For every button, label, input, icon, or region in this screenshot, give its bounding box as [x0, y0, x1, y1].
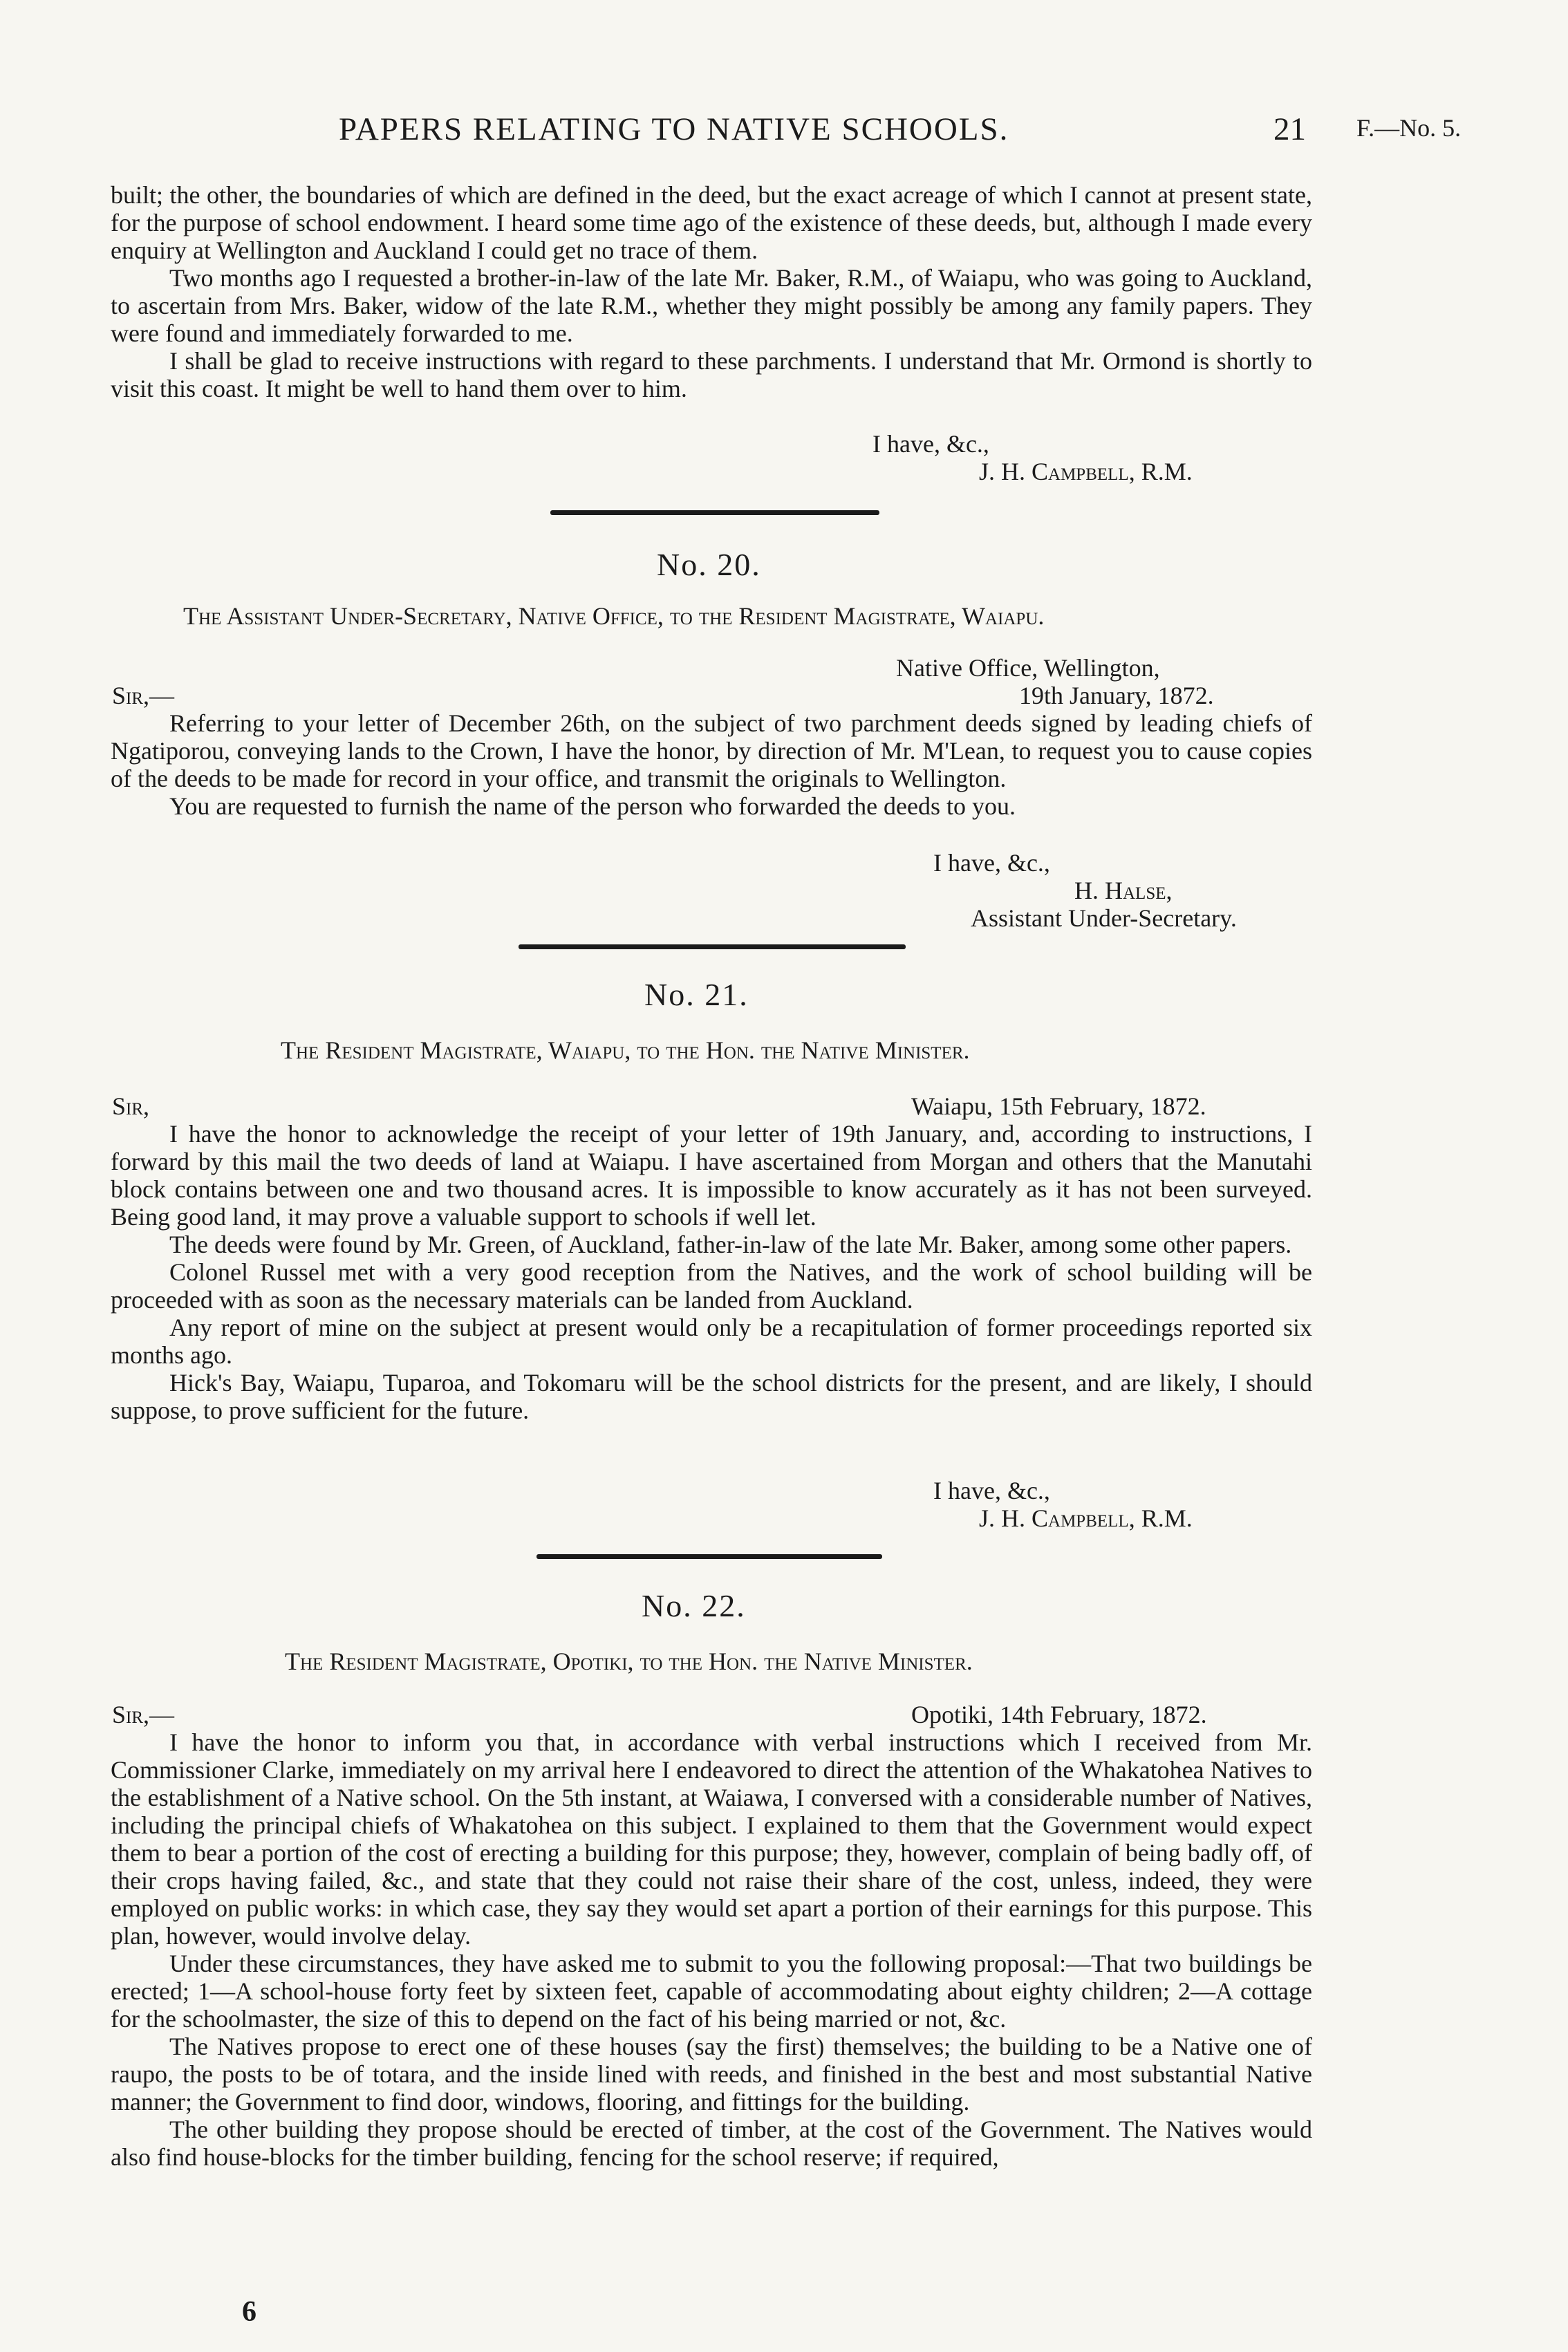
document-number: No. 20.	[657, 547, 761, 582]
paragraph: The deeds were found by Mr. Green, of Auckland, father-in-law of the late Mr. Baker, among some other papers.	[169, 1231, 1292, 1258]
continued-letter-body	[111, 181, 1312, 402]
letter-body	[111, 1728, 1312, 2171]
paragraph: built; the other, the boundaries of which are defined in the deed, but the exact acreage of which I cannot at present state, for the purpose of school endowment. I heard some time ago of the existence of these deeds, but, although I made every enquiry at Wellington and Auckland I could get no trace of them.	[111, 181, 1312, 264]
letter-body	[111, 709, 1312, 820]
section-divider	[536, 1554, 882, 1559]
paragraph: I shall be glad to receive instructions with regard to these parchments. I understand that Mr. Ormond is shortly to visit this coast. It might be well to hand them over to him.	[111, 347, 1312, 402]
signatory-title: Assistant Under-Secretary.	[971, 904, 1237, 932]
page-number: 21	[1273, 111, 1306, 147]
section-divider	[519, 944, 906, 949]
printer-signature-mark: 6	[242, 2296, 256, 2328]
paragraph: The other building they propose should be erected of timber, at the cost of the Government. The Natives would also find house-blocks for the timber building, fencing for the school reserve; if required,	[111, 2116, 1312, 2171]
closing: I have, &c.,	[872, 430, 989, 458]
paragraph: Two months ago I requested a brother-in-law of the late Mr. Baker, R.M., of Waiapu, who was going to Auckland, to ascertain from Mrs. Baker, widow of the late R.M., whether they might possibly be among any family papers. They were found and immediately forwarded to me.	[111, 264, 1312, 347]
salutation: Sir,—	[112, 1701, 175, 1728]
signature: J. H. Campbell, R.M.	[979, 1504, 1193, 1532]
paragraph: Any report of mine on the subject at present would only be a recapitulation of former proceedings reported six months ago.	[111, 1314, 1312, 1369]
page-header	[0, 111, 1568, 152]
signature: J. H. Campbell, R.M.	[979, 458, 1193, 485]
document-number: No. 22.	[642, 1588, 746, 1623]
letter-body	[111, 1120, 1312, 1424]
paragraph: Hick's Bay, Waiapu, Tuparoa, and Tokomaru will be the school districts for the present, and are likely, I should suppose, to prove sufficient for the future.	[111, 1369, 1312, 1424]
salutation: Sir,—	[112, 682, 175, 709]
paragraph: The Natives propose to erect one of these houses (say the first) themselves; the building to be a Native one of raupo, the posts to be of totara, and the inside lined with reeds, and finished in the best and most substantial Native manner; the Government to find door, windows, flooring, and fittings for the building.	[111, 2033, 1312, 2116]
paragraph: Referring to your letter of December 26th, on the subject of two parchment deeds signed by leading chiefs of Ngatiporou, conveying lands to the Crown, I have the honor, by direction of Mr. M'Lean, to request you to cause copies of the deeds to be made for record in your office, and transmit the originals to Wellington.	[111, 709, 1312, 792]
letter-heading: The Resident Magistrate, Waiapu, to the Hon. the Native Minister.	[281, 1036, 970, 1064]
paragraph: Under these circumstances, they have asked me to submit to you the following proposal:—That two buildings be erected; 1—A school-house forty feet by sixteen feet, capable of accommodating about eighty children; 2—A cottage for the schoolmaster, the size of this to depend on the fact of his being married or not, &c.	[111, 1950, 1312, 2033]
closing: I have, &c.,	[933, 1477, 1050, 1504]
section-divider	[550, 510, 879, 515]
closing: I have, &c.,	[933, 849, 1050, 877]
document-number: No. 21.	[644, 977, 749, 1012]
letter-place-date: Opotiki, 14th February, 1872.	[911, 1701, 1207, 1728]
letter-heading: The Assistant Under-Secretary, Native Office, to the Resident Magistrate, Waiapu.	[183, 602, 1045, 630]
paragraph: I have the honor to acknowledge the receipt of your letter of 19th January, and, according to instructions, I forward by this mail the two deeds of land at Waiapu. I have ascertained from Morgan and others that the Manutahi block contains between one and two thousand acres. It is impossible to know accurately as it has not been surveyed. Being good land, it may prove a valuable support to schools if well let.	[111, 1120, 1312, 1231]
series-mark: F.—No. 5.	[1356, 114, 1462, 142]
letter-place-date: Waiapu, 15th February, 1872.	[911, 1092, 1206, 1120]
paragraph: Colonel Russel met with a very good reception from the Natives, and the work of school building will be proceeded with as soon as the necessary materials can be landed from Auckland.	[111, 1258, 1312, 1314]
letter-place: Native Office, Wellington,	[896, 654, 1160, 682]
running-title: PAPERS RELATING TO NATIVE SCHOOLS.	[339, 111, 1009, 147]
salutation: Sir,	[112, 1092, 150, 1120]
paragraph: You are requested to furnish the name of the person who forwarded the deeds to you.	[169, 792, 1016, 820]
letter-date: 19th January, 1872.	[1019, 682, 1214, 709]
letter-heading: The Resident Magistrate, Opotiki, to the Hon. the Native Minister.	[285, 1648, 973, 1675]
paragraph: I have the honor to inform you that, in accordance with verbal instructions which I received from Mr. Commissioner Clarke, immediately on my arrival here I endeavored to direct the attention of the Whakatohea Natives to the establishment of a Native school. On the 5th instant, at Waiawa, I conversed with a considerable number of Natives, including the principal chiefs of Whakatohea on this subject. I explained to them that the Government would expect them to bear a portion of the cost of erecting a building for this purpose; they, however, complain of being badly off, of their crops having failed, &c., and state that they could not raise their share of the cost, unless, indeed, they were employed on public works: in which case, they say they would set apart a portion of their earnings for this purpose. This plan, however, would involve delay.	[111, 1728, 1312, 1950]
signature: H. Halse,	[1074, 877, 1173, 904]
